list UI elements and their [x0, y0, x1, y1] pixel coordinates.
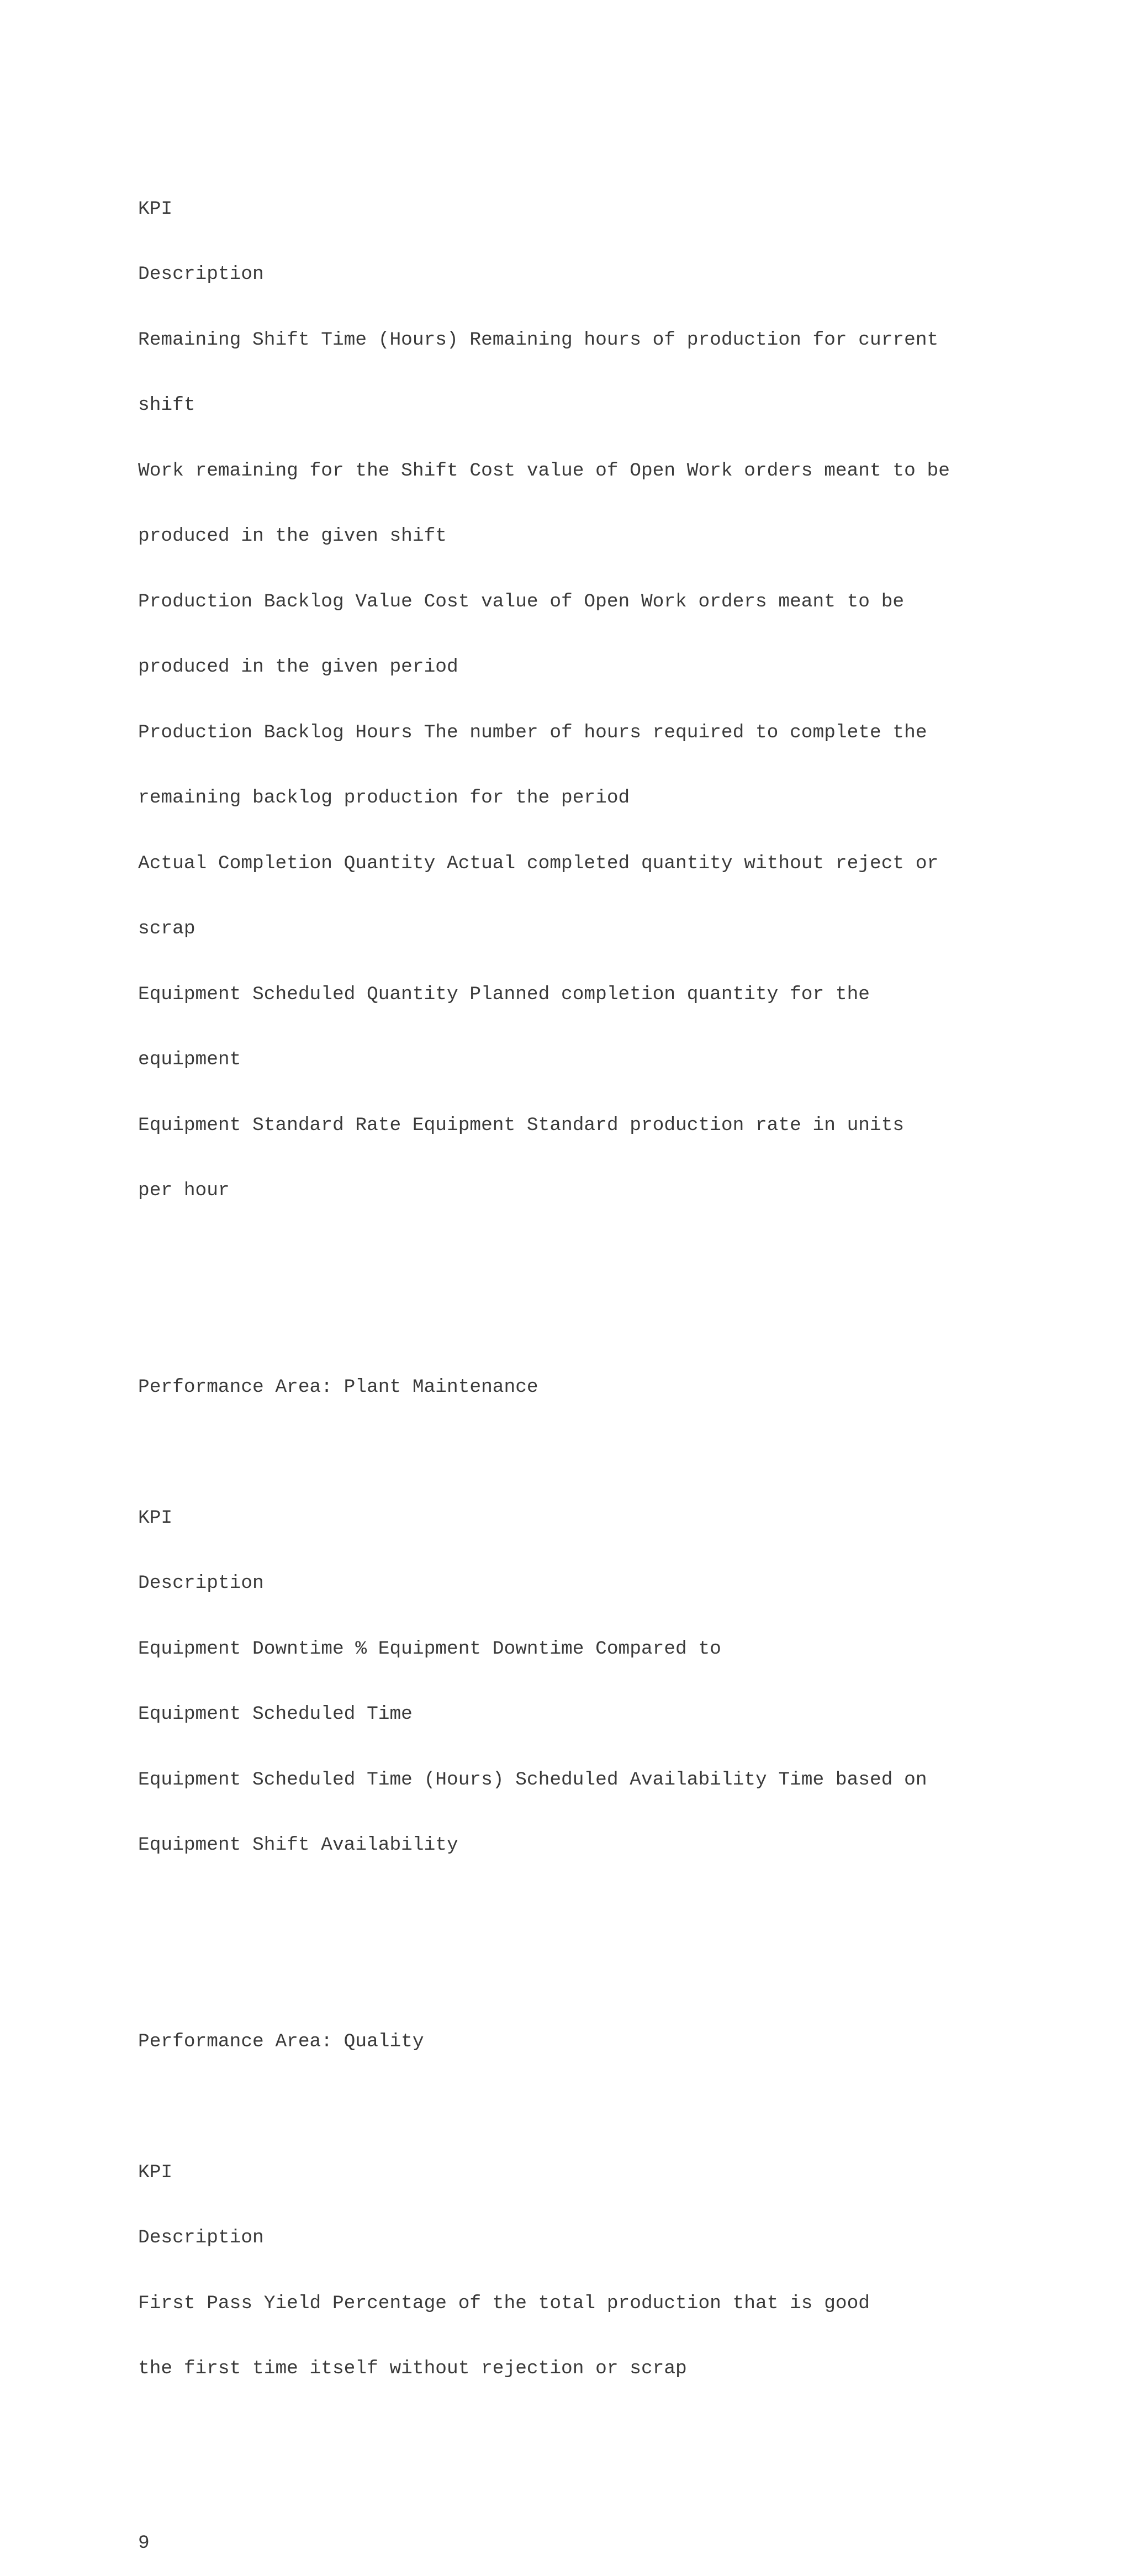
kpi-line: Equipment Scheduled Time (Hours) Scheduled Availability Time based on — [138, 1769, 927, 1791]
kpi-line: Production Backlog Hours The number of hours required to complete the — [138, 721, 927, 743]
description-header: Description — [138, 263, 264, 285]
spacer — [138, 1442, 1000, 1464]
kpi-line: scrap — [138, 918, 195, 939]
kpi-line: Work remaining for the Shift Cost value of Open Work orders meant to be — [138, 460, 950, 482]
kpi-line: Equipment Shift Availability — [138, 1834, 458, 1856]
kpi-line: produced in the given period — [138, 656, 458, 678]
performance-area-title: Performance Area: Quality — [138, 2030, 424, 2052]
kpi-line: Remaining Shift Time (Hours) Remaining hours of production for current — [138, 329, 939, 351]
description-header: Description — [138, 2227, 264, 2248]
kpi-line: produced in the given shift — [138, 525, 447, 547]
spacer — [138, 1922, 1000, 1944]
kpi-line: Production Backlog Value Cost value of Open Work orders meant to be — [138, 590, 905, 613]
description-header: Description — [138, 1572, 264, 1594]
kpi-header: KPI — [138, 1507, 173, 1529]
performance-area-title: Performance Area: Plant Maintenance — [138, 1376, 538, 1398]
kpi-line: Equipment Scheduled Quantity Planned completion quantity for the — [138, 983, 870, 1005]
kpi-header: KPI — [138, 2161, 173, 2183]
kpi-line: Equipment Standard Rate Equipment Standard production rate in units — [138, 1114, 905, 1136]
kpi-line: First Pass Yield Percentage of the total production that is good — [138, 2292, 870, 2314]
kpi-line: the first time itself without rejection or scrap — [138, 2358, 687, 2379]
spacer — [138, 2096, 1000, 2118]
kpi-line: Actual Completion Quantity Actual completed quantity without reject or — [138, 852, 939, 874]
page-number: 9 — [138, 2532, 150, 2554]
kpi-line: Equipment Downtime % Equipment Downtime Compared to — [138, 1638, 721, 1660]
kpi-header: KPI — [138, 198, 173, 220]
spacer — [138, 1267, 1000, 1289]
kpi-line: shift — [138, 394, 195, 416]
kpi-line: Equipment Scheduled Time — [138, 1703, 413, 1725]
kpi-line: equipment — [138, 1049, 241, 1070]
kpi-line: per hour — [138, 1180, 230, 1201]
spacer — [138, 2445, 1000, 2467]
kpi-line: remaining backlog production for the period — [138, 787, 630, 809]
document-page — [138, 133, 1000, 2576]
